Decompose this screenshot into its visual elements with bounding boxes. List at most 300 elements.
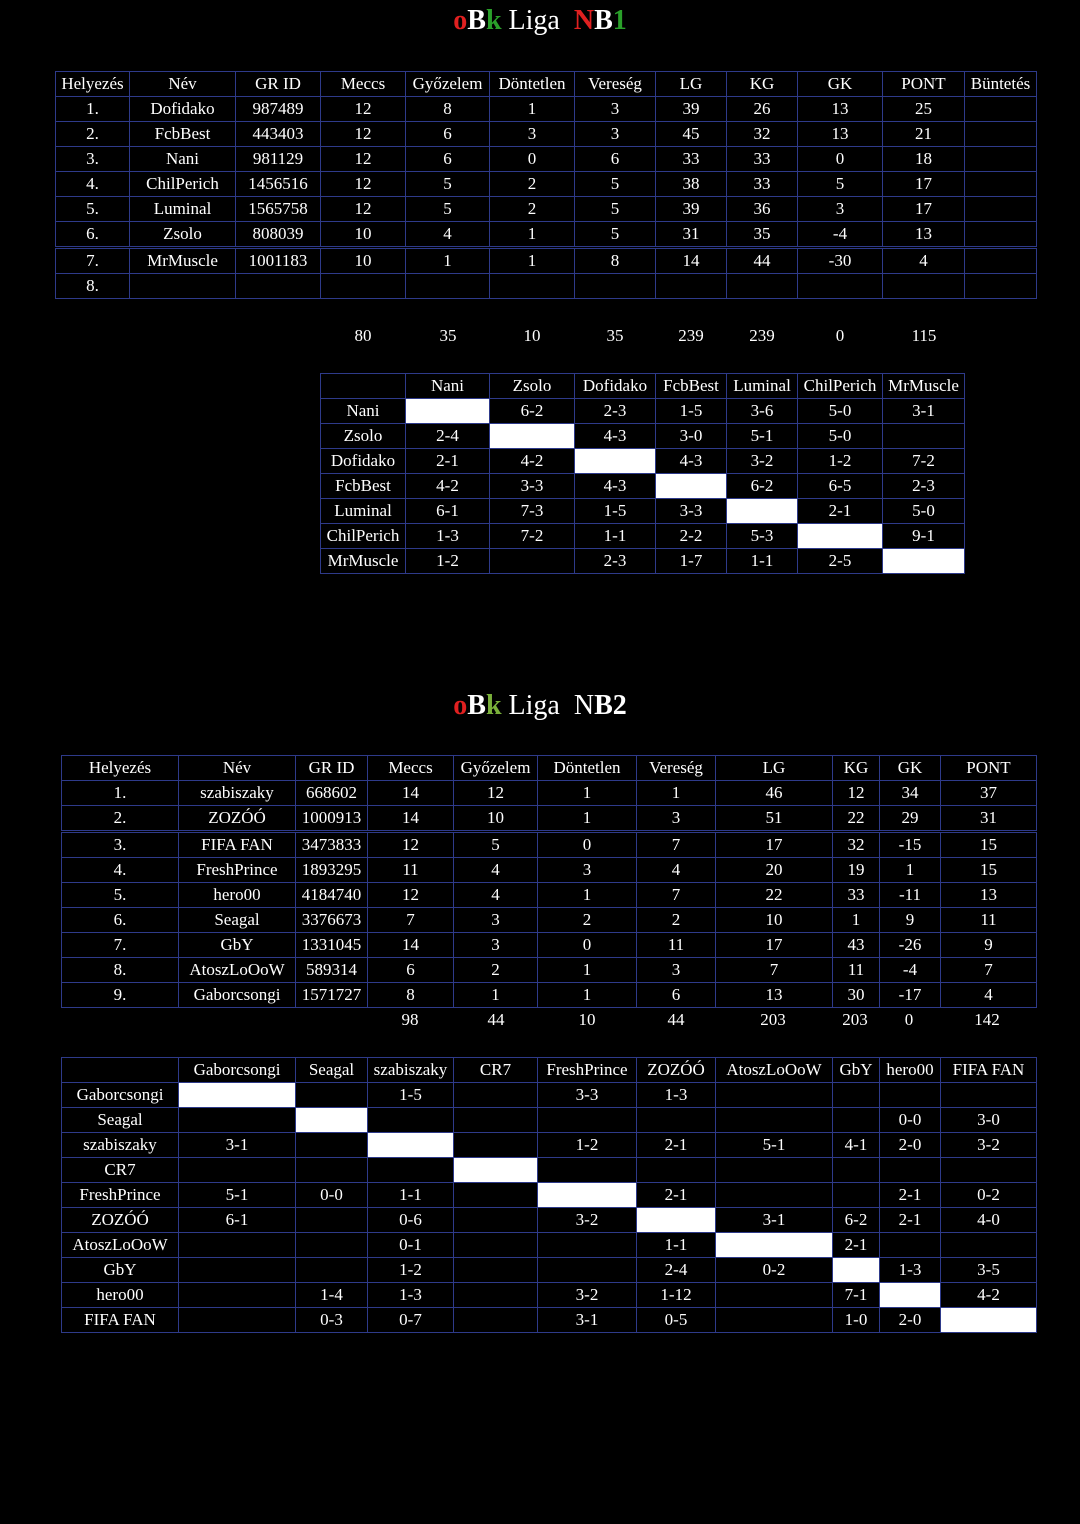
nb2-matrix-header-cell: GbY <box>833 1058 880 1083</box>
nb2-standings-cell: 1 <box>454 983 538 1008</box>
nb2-standings-header-cell: KG <box>833 756 880 781</box>
nb1-standings-row <box>56 172 1037 197</box>
nb2-matrix-header-cell <box>62 1058 179 1083</box>
nb2-standings-row <box>62 806 1037 832</box>
nb2-matrix-cell <box>833 1258 880 1283</box>
nb1-standings-row <box>56 248 1037 274</box>
nb1-standings-cell: 12 <box>321 172 406 197</box>
nb2-standings-table <box>61 755 1037 1008</box>
nb2-matrix-row <box>62 1308 1037 1333</box>
nb2-standings-cell: 1. <box>62 781 179 806</box>
nb1-standings-cell: 44 <box>727 248 798 274</box>
nb1-standings-cell: 7. <box>56 248 130 274</box>
nb1-standings-row <box>56 274 1037 299</box>
nb1-standings-cell: 12 <box>321 197 406 222</box>
nb1-standings-cell: 12 <box>321 97 406 122</box>
nb1-standings-cell: 38 <box>656 172 727 197</box>
nb2-matrix-cell: 3-2 <box>941 1133 1037 1158</box>
nb2-matrix-cell <box>454 1283 538 1308</box>
nb2-standings-cell: 11 <box>368 858 454 883</box>
nb2-standings-cell: GbY <box>179 933 296 958</box>
nb2-standings-row <box>62 908 1037 933</box>
nb1-standings-cell: 8 <box>406 97 490 122</box>
nb2-standings-cell: 19 <box>833 858 880 883</box>
nb1-standings-cell <box>575 274 656 299</box>
nb2-matrix-cell <box>880 1283 941 1308</box>
nb2-matrix-cell <box>296 1083 368 1108</box>
nb2-matrix-cell <box>296 1158 368 1183</box>
nb2-standings-cell: -26 <box>880 933 941 958</box>
nb2-matrix-cell: 0-7 <box>368 1308 454 1333</box>
nb1-title: oBk Liga NB1 <box>453 5 627 36</box>
nb2-matrix-cell: 3-2 <box>538 1283 637 1308</box>
nb2-standings-cell: 46 <box>716 781 833 806</box>
nb2-matrix-cell: 7-1 <box>833 1283 880 1308</box>
nb2-standings-cell: 1 <box>538 958 637 983</box>
nb2-standings-cell: 1 <box>880 858 941 883</box>
nb2-standings-cell: 14 <box>368 933 454 958</box>
nb1-standings-header-cell: Név <box>130 72 236 97</box>
nb2-matrix-cell <box>637 1208 716 1233</box>
nb2-standings-cell: 13 <box>716 983 833 1008</box>
nb1-standings-cell: 3 <box>575 122 656 147</box>
nb1-standings-cell: -4 <box>798 222 883 248</box>
nb2-matrix-cell <box>454 1108 538 1133</box>
nb2-standings-cell: 8. <box>62 958 179 983</box>
nb2-matrix-cell: 2-1 <box>880 1183 941 1208</box>
nb1-matrix-cell: 5-1 <box>727 424 798 449</box>
nb1-matrix-row <box>321 424 965 449</box>
nb1-standings-cell <box>727 274 798 299</box>
nb1-standings-cell: 1 <box>406 248 490 274</box>
nb2-matrix-cell: ZOZÓÓ <box>62 1208 179 1233</box>
nb1-standings-cell: Dofidako <box>130 97 236 122</box>
nb1-standings-cell: 31 <box>656 222 727 248</box>
nb1-standings-cell <box>965 122 1037 147</box>
nb1-standings-cell: 6 <box>406 122 490 147</box>
nb2-matrix-cell <box>454 1208 538 1233</box>
nb2-matrix-cell: CR7 <box>62 1158 179 1183</box>
nb1-standings-cell: 35 <box>727 222 798 248</box>
nb1-matrix-cell <box>727 499 798 524</box>
nb2-standings-cell: 4. <box>62 858 179 883</box>
nb2-standings-cell: 2 <box>637 908 716 933</box>
nb2-matrix-cell: 6-1 <box>179 1208 296 1233</box>
nb2-matrix-cell: 1-3 <box>637 1083 716 1108</box>
nb2-matrix-header-row <box>62 1058 1037 1083</box>
nb2-matrix-cell: GbY <box>62 1258 179 1283</box>
nb2-matrix-cell: 3-1 <box>179 1133 296 1158</box>
nb2-standings-cell: 20 <box>716 858 833 883</box>
nb1-standings-cell <box>965 147 1037 172</box>
nb1-standings-row <box>56 97 1037 122</box>
nb1-standings-cell: 0 <box>490 147 575 172</box>
nb2-standings-cell: szabiszaky <box>179 781 296 806</box>
nb1-standings-cell: 33 <box>727 147 798 172</box>
total-value: 35 <box>606 326 624 345</box>
nb2-standings-header-cell: Meccs <box>368 756 454 781</box>
nb2-matrix-cell <box>454 1158 538 1183</box>
nb2-matrix-cell: 5-1 <box>716 1133 833 1158</box>
nb1-matrix-cell: Zsolo <box>321 424 406 449</box>
nb2-matrix-cell: 6-2 <box>833 1208 880 1233</box>
nb2-standings-cell: 12 <box>454 781 538 806</box>
nb2-standings-cell: -4 <box>880 958 941 983</box>
nb2-matrix-cell: 3-2 <box>538 1208 637 1233</box>
nb1-standings-cell: 13 <box>883 222 965 248</box>
nb2-matrix-cell <box>179 1108 296 1133</box>
nb2-matrix-cell: 4-1 <box>833 1133 880 1158</box>
nb1-standings-cell <box>798 274 883 299</box>
nb1-matrix-cell: 9-1 <box>883 524 965 549</box>
nb2-standings-row <box>62 781 1037 806</box>
nb2-totals-row <box>0 1008 1080 1032</box>
nb1-standings-cell <box>965 97 1037 122</box>
nb1-matrix-row <box>321 474 965 499</box>
total-value: 239 <box>678 326 704 345</box>
nb1-matrix-header-cell: Zsolo <box>490 374 575 399</box>
nb1-matrix-cell: 6-5 <box>798 474 883 499</box>
nb2-standings-cell: 1 <box>538 781 637 806</box>
nb2-standings-cell: 3 <box>454 933 538 958</box>
nb1-standings-cell: 5 <box>406 197 490 222</box>
nb2-matrix-cell <box>296 1233 368 1258</box>
nb2-standings-header-cell: GR ID <box>296 756 368 781</box>
nb1-standings-header-cell: KG <box>727 72 798 97</box>
nb2-standings-row <box>62 832 1037 858</box>
nb2-matrix-row <box>62 1183 1037 1208</box>
nb2-standings-cell: 15 <box>941 832 1037 858</box>
nb1-standings-cell: 981129 <box>236 147 321 172</box>
nb2-standings-cell: 2 <box>454 958 538 983</box>
nb2-matrix-cell: 3-5 <box>941 1258 1037 1283</box>
nb2-matrix-row <box>62 1258 1037 1283</box>
nb1-standings-cell: MrMuscle <box>130 248 236 274</box>
nb2-matrix-cell: 0-1 <box>368 1233 454 1258</box>
nb2-matrix-cell: 4-2 <box>941 1283 1037 1308</box>
nb2-standings-row <box>62 883 1037 908</box>
nb2-standings-cell: Seagal <box>179 908 296 933</box>
nb2-matrix-cell <box>454 1183 538 1208</box>
nb1-standings-cell: 808039 <box>236 222 321 248</box>
nb2-matrix-cell: 0-0 <box>296 1183 368 1208</box>
nb2-matrix-cell: 0-0 <box>880 1108 941 1133</box>
nb2-matrix-cell <box>454 1133 538 1158</box>
nb2-matrix-cell <box>880 1083 941 1108</box>
nb1-matrix-cell: MrMuscle <box>321 549 406 574</box>
nb2-standings-cell: 7 <box>368 908 454 933</box>
nb1-matrix-cell: 3-2 <box>727 449 798 474</box>
nb2-matrix-cell <box>296 1258 368 1283</box>
nb2-standings-cell: 9 <box>880 908 941 933</box>
nb2-matrix-row <box>62 1108 1037 1133</box>
nb2-matrix-cell: 2-4 <box>637 1258 716 1283</box>
nb2-matrix-cell: szabiszaky <box>62 1133 179 1158</box>
nb2-standings-header-cell: Helyezés <box>62 756 179 781</box>
nb1-standings-cell: 32 <box>727 122 798 147</box>
nb1-standings-cell <box>406 274 490 299</box>
nb1-standings-cell: 45 <box>656 122 727 147</box>
nb2-matrix-cell: 1-3 <box>368 1283 454 1308</box>
nb1-results-matrix <box>320 373 965 574</box>
nb1-matrix-header-cell: FcbBest <box>656 374 727 399</box>
total-value: 44 <box>487 1010 505 1029</box>
nb2-standings-cell: 1000913 <box>296 806 368 832</box>
nb2-standings-cell: 5. <box>62 883 179 908</box>
total-value: 98 <box>401 1010 419 1029</box>
nb1-standings-cell: 1456516 <box>236 172 321 197</box>
nb1-standings-cell: 18 <box>883 147 965 172</box>
nb2-standings-cell: 11 <box>833 958 880 983</box>
nb2-standings-cell: 9 <box>941 933 1037 958</box>
nb1-standings-cell: 4. <box>56 172 130 197</box>
nb2-matrix-header-cell: FreshPrince <box>538 1058 637 1083</box>
nb2-standings-cell: 1 <box>833 908 880 933</box>
nb2-matrix-cell <box>179 1258 296 1283</box>
nb1-matrix-cell: 4-2 <box>406 474 490 499</box>
nb1-matrix-cell <box>406 399 490 424</box>
nb2-matrix-row <box>62 1283 1037 1308</box>
nb2-standings-header-cell: Név <box>179 756 296 781</box>
nb2-standings-header-cell: Vereség <box>637 756 716 781</box>
nb2-matrix-cell <box>368 1133 454 1158</box>
nb1-matrix-cell: 1-3 <box>406 524 490 549</box>
nb2-standings-cell: 29 <box>880 806 941 832</box>
nb1-matrix-row <box>321 524 965 549</box>
nb2-matrix-header-cell: Seagal <box>296 1058 368 1083</box>
nb1-standings-cell <box>965 248 1037 274</box>
nb2-matrix-cell <box>637 1158 716 1183</box>
nb1-matrix-cell <box>490 424 575 449</box>
nb1-standings-cell: 5 <box>798 172 883 197</box>
nb2-matrix-cell <box>538 1183 637 1208</box>
nb2-matrix-cell: 1-3 <box>880 1258 941 1283</box>
nb2-matrix-cell <box>179 1083 296 1108</box>
nb2-matrix-row <box>62 1133 1037 1158</box>
nb1-matrix-cell: 3-3 <box>490 474 575 499</box>
nb1-standings-cell: 5 <box>406 172 490 197</box>
nb2-matrix-cell <box>716 1183 833 1208</box>
nb2-standings-cell: 12 <box>833 781 880 806</box>
nb1-standings-cell <box>965 172 1037 197</box>
nb2-standings-cell: 3376673 <box>296 908 368 933</box>
nb2-standings-cell: 3 <box>637 806 716 832</box>
nb1-matrix-header-cell <box>321 374 406 399</box>
nb1-standings-cell: -30 <box>798 248 883 274</box>
nb1-standings-cell: 2 <box>490 172 575 197</box>
nb2-standings-cell: -15 <box>880 832 941 858</box>
nb2-standings-cell: Gaborcsongi <box>179 983 296 1008</box>
nb1-standings-cell: FcbBest <box>130 122 236 147</box>
nb2-standings-cell: 12 <box>368 883 454 908</box>
nb1-matrix-cell: 1-7 <box>656 549 727 574</box>
nb2-matrix-header-cell: hero00 <box>880 1058 941 1083</box>
nb1-matrix-cell: 5-0 <box>798 424 883 449</box>
nb1-standings-cell: 33 <box>727 172 798 197</box>
nb1-standings-cell: 39 <box>656 197 727 222</box>
nb2-standings-header-cell: LG <box>716 756 833 781</box>
nb1-standings-cell: 3. <box>56 147 130 172</box>
nb2-matrix-header-cell: szabiszaky <box>368 1058 454 1083</box>
nb2-matrix-cell <box>833 1108 880 1133</box>
nb1-totals-row <box>0 324 1080 348</box>
nb1-standings-header-cell: Meccs <box>321 72 406 97</box>
nb1-standings-cell: 1565758 <box>236 197 321 222</box>
nb2-standings-cell: 51 <box>716 806 833 832</box>
total-value: 0 <box>904 1010 914 1029</box>
nb2-standings-row <box>62 933 1037 958</box>
nb1-standings-cell: 3 <box>575 97 656 122</box>
total-value: 35 <box>439 326 457 345</box>
nb1-standings-cell: 3 <box>490 122 575 147</box>
nb1-standings-header-cell: LG <box>656 72 727 97</box>
nb2-matrix-cell <box>716 1083 833 1108</box>
total-value: 80 <box>354 326 372 345</box>
nb1-standings-cell: 987489 <box>236 97 321 122</box>
nb2-matrix-cell <box>538 1258 637 1283</box>
nb2-standings-cell: 3 <box>538 858 637 883</box>
nb2-standings-cell: 8 <box>368 983 454 1008</box>
nb2-standings-cell: 1 <box>538 883 637 908</box>
nb1-standings-header-cell: PONT <box>883 72 965 97</box>
nb1-standings-cell <box>965 222 1037 248</box>
nb2-standings-cell: 9. <box>62 983 179 1008</box>
nb2-matrix-cell: 5-1 <box>179 1183 296 1208</box>
nb1-matrix-cell <box>575 449 656 474</box>
nb1-standings-cell: Zsolo <box>130 222 236 248</box>
nb1-matrix-header-cell: ChilPerich <box>798 374 883 399</box>
nb2-matrix-cell: 2-0 <box>880 1133 941 1158</box>
nb1-standings-cell: 6 <box>575 147 656 172</box>
nb2-matrix-cell <box>716 1283 833 1308</box>
nb2-matrix-cell: AtoszLoOoW <box>62 1233 179 1258</box>
nb1-standings-cell: 8 <box>575 248 656 274</box>
nb2-matrix-row <box>62 1208 1037 1233</box>
nb1-matrix-row <box>321 399 965 424</box>
nb1-standings-cell: 5 <box>575 172 656 197</box>
nb2-standings-cell: 10 <box>454 806 538 832</box>
nb2-matrix-cell <box>454 1233 538 1258</box>
nb1-standings-header-row <box>56 72 1037 97</box>
nb1-matrix-cell: 2-5 <box>798 549 883 574</box>
nb1-matrix-cell: 4-3 <box>575 474 656 499</box>
nb1-matrix-cell: 6-2 <box>727 474 798 499</box>
nb2-matrix-cell <box>941 1083 1037 1108</box>
nb2-matrix-cell: 1-4 <box>296 1283 368 1308</box>
nb2-standings-cell: 3 <box>637 958 716 983</box>
nb2-standings-cell: ZOZÓÓ <box>179 806 296 832</box>
nb1-standings-cell: 1 <box>490 222 575 248</box>
nb2-standings-cell: 6. <box>62 908 179 933</box>
nb2-matrix-cell: 1-2 <box>538 1133 637 1158</box>
nb2-standings-cell: 4 <box>454 883 538 908</box>
nb2-standings-cell: 4 <box>637 858 716 883</box>
nb1-standings-cell: 13 <box>798 122 883 147</box>
nb2-matrix-cell <box>941 1158 1037 1183</box>
nb1-matrix-cell: FcbBest <box>321 474 406 499</box>
nb1-matrix-cell: 2-3 <box>575 549 656 574</box>
nb2-matrix-cell: 3-1 <box>716 1208 833 1233</box>
nb2-matrix-cell: 1-2 <box>368 1258 454 1283</box>
nb2-matrix-cell <box>296 1133 368 1158</box>
nb1-standings-cell: 12 <box>321 122 406 147</box>
nb2-title: oBk Liga NB2 <box>453 690 627 721</box>
nb1-standings-cell <box>965 197 1037 222</box>
nb2-standings-header-cell: Döntetlen <box>538 756 637 781</box>
nb1-standings-row <box>56 147 1037 172</box>
nb1-standings-cell <box>321 274 406 299</box>
total-value: 203 <box>842 1010 868 1029</box>
nb1-standings-cell: 17 <box>883 197 965 222</box>
nb1-standings-cell <box>236 274 321 299</box>
nb1-standings-cell: Luminal <box>130 197 236 222</box>
nb2-matrix-cell: 1-12 <box>637 1283 716 1308</box>
nb2-matrix-cell: 2-0 <box>880 1308 941 1333</box>
nb2-standings-cell: 6 <box>637 983 716 1008</box>
nb2-standings-row <box>62 858 1037 883</box>
nb2-standings-cell: 2. <box>62 806 179 832</box>
nb2-matrix-row <box>62 1158 1037 1183</box>
nb1-standings-cell: 26 <box>727 97 798 122</box>
nb1-matrix-header-cell: Dofidako <box>575 374 656 399</box>
nb1-matrix-cell: 6-1 <box>406 499 490 524</box>
nb1-matrix-cell: 4-3 <box>656 449 727 474</box>
nb2-standings-cell: 15 <box>941 858 1037 883</box>
nb1-matrix-cell: 2-3 <box>575 399 656 424</box>
nb1-matrix-header-row <box>321 374 965 399</box>
nb1-standings-header-cell: GK <box>798 72 883 97</box>
nb1-matrix-header-cell: Nani <box>406 374 490 399</box>
nb1-standings-cell: 5 <box>575 222 656 248</box>
nb1-standings-cell: 10 <box>321 248 406 274</box>
total-value: 0 <box>835 326 845 345</box>
nb1-matrix-row <box>321 549 965 574</box>
nb1-matrix-cell: 2-3 <box>883 474 965 499</box>
nb2-matrix-cell: 1-1 <box>637 1233 716 1258</box>
nb1-matrix-cell: ChilPerich <box>321 524 406 549</box>
nb1-matrix-cell: 1-2 <box>798 449 883 474</box>
nb2-matrix-cell: 2-1 <box>637 1183 716 1208</box>
nb1-standings-cell: 17 <box>883 172 965 197</box>
nb1-standings-cell: ChilPerich <box>130 172 236 197</box>
nb2-standings-cell: 33 <box>833 883 880 908</box>
nb2-matrix-header-cell: AtoszLoOoW <box>716 1058 833 1083</box>
nb2-standings-cell: 1331045 <box>296 933 368 958</box>
nb2-matrix-cell: 0-2 <box>716 1258 833 1283</box>
nb2-matrix-cell <box>179 1283 296 1308</box>
nb1-standings-cell: 10 <box>321 222 406 248</box>
nb2-matrix-cell: 0-6 <box>368 1208 454 1233</box>
nb1-standings-cell <box>130 274 236 299</box>
nb2-matrix-cell: hero00 <box>62 1283 179 1308</box>
nb2-matrix-cell <box>179 1158 296 1183</box>
nb2-matrix-cell: 3-3 <box>538 1083 637 1108</box>
nb2-matrix-cell: 4-0 <box>941 1208 1037 1233</box>
nb2-standings-cell: 4 <box>454 858 538 883</box>
nb2-standings-cell: 11 <box>637 933 716 958</box>
nb2-standings-cell: 22 <box>833 806 880 832</box>
nb1-matrix-cell: 2-2 <box>656 524 727 549</box>
nb2-matrix-cell: 1-0 <box>833 1308 880 1333</box>
nb2-matrix-cell: Gaborcsongi <box>62 1083 179 1108</box>
nb1-matrix-cell: 1-5 <box>575 499 656 524</box>
nb1-matrix-cell: 2-1 <box>798 499 883 524</box>
nb1-matrix-cell: 1-5 <box>656 399 727 424</box>
nb2-matrix-cell <box>833 1183 880 1208</box>
nb2-standings-cell: 14 <box>368 781 454 806</box>
nb1-standings-header-cell: Helyezés <box>56 72 130 97</box>
nb1-standings-header-cell: Győzelem <box>406 72 490 97</box>
